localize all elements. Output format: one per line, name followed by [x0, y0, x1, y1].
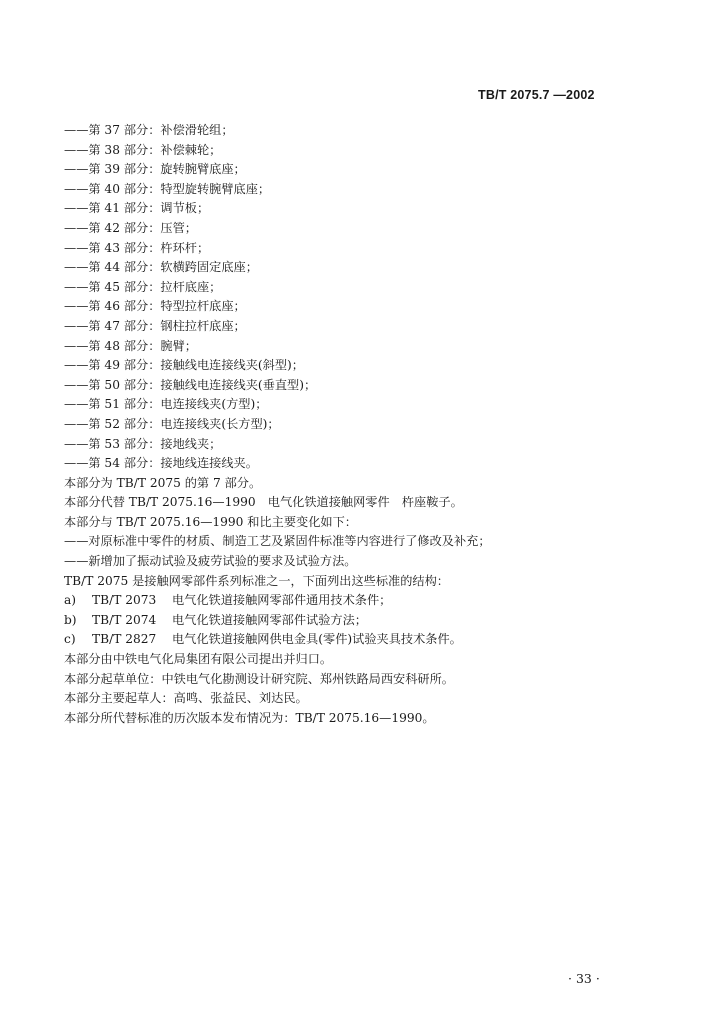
standard-title: 电气化铁道接触网零部件试验方法；	[172, 612, 367, 627]
item-marker: b)	[64, 612, 77, 627]
list-item: ——第 47 部分：钢柱拉杆底座；	[64, 318, 246, 333]
list-item: ——第 37 部分：补偿滑轮组；	[64, 123, 234, 137]
item-marker: c)	[64, 632, 76, 647]
list-item: ——第 51 部分：电连接线夹(方型)；	[64, 397, 268, 412]
list-item: ——第 40 部分：特型旋转腕臂底座；	[64, 181, 271, 196]
list-item: ——第 43 部分：杵环杆；	[64, 240, 210, 255]
list-item: ——第 38 部分：补偿棘轮；	[64, 142, 222, 157]
paragraph: 本部分起草单位：中铁电气化勘测设计研究院、郑州铁路局西安科研所。	[64, 671, 454, 686]
list-item: ——第 52 部分：电连接线夹(长方型)；	[64, 416, 280, 431]
page-body	[64, 121, 664, 728]
list-item	[64, 611, 664, 631]
intro-section	[64, 474, 664, 592]
list-item: ——第 50 部分：接触线电连接线夹(垂直型)；	[64, 377, 317, 392]
list-item: ——第 46 部分：特型拉杆底座；	[64, 299, 246, 314]
change-item: ——新增加了振动试验及疲劳试验的要求及试验方法。	[64, 554, 357, 569]
list-item: ——第 39 部分：旋转腕臂底座；	[64, 162, 246, 177]
standard-code: TB/T 2073	[92, 593, 157, 608]
paragraph: 本部分为 TB/T 2075 的第 7 部分。	[64, 475, 262, 490]
standard-code: TB/T 2074	[92, 612, 157, 627]
list-item: ——第 53 部分：接地线夹；	[64, 436, 222, 451]
list-item: ——第 48 部分：腕臂；	[64, 338, 197, 353]
parts-list	[64, 121, 664, 474]
list-item: ——第 45 部分：拉杆底座；	[64, 279, 222, 294]
standard-title: 电气化铁道接触网零部件通用技术条件；	[172, 593, 392, 608]
list-item	[64, 591, 664, 611]
page-number: · 33 ·	[568, 971, 600, 986]
list-item: ——第 42 部分：压管；	[64, 220, 197, 235]
list-item: ——第 49 部分：接触线电连接线夹(斜型)；	[64, 358, 304, 373]
standard-title: 电气化铁道接触网供电金具(零件)试验夹具技术条件。	[172, 632, 462, 647]
closing-section	[64, 650, 664, 728]
paragraph: 本部分所代替标准的历次版本发布情况为：TB/T 2075.16—1990。	[64, 710, 435, 725]
related-standards-list	[64, 591, 664, 650]
list-item: ——第 44 部分：软横跨固定底座；	[64, 260, 258, 275]
list-item	[64, 630, 664, 650]
change-item: ——对原标准中零件的材质、制造工艺及紧固件标准等内容进行了修改及补充；	[64, 534, 491, 549]
standard-code: TB/T 2827	[92, 632, 157, 647]
paragraph: TB/T 2075 是接触网零部件系列标准之一，下面列出这些标准的结构：	[64, 573, 449, 588]
item-marker: a)	[64, 593, 77, 608]
paragraph: 本部分由中铁电气化局集团有限公司提出并归口。	[64, 652, 333, 667]
paragraph: 本部分主要起草人：高鸣、张益民、刘达民。	[64, 691, 308, 706]
paragraph: 本部分代替 TB/T 2075.16—1990 电气化铁道接触网零件 杵座鞍子。	[64, 495, 463, 510]
paragraph: 本部分与 TB/T 2075.16—1990 和比主要变化如下：	[64, 514, 357, 529]
list-item: ——第 54 部分：接地线连接线夹。	[64, 456, 258, 471]
standard-number-header: TB/T 2075.7 —2002	[478, 88, 595, 102]
list-item: ——第 41 部分：调节板；	[64, 201, 210, 216]
